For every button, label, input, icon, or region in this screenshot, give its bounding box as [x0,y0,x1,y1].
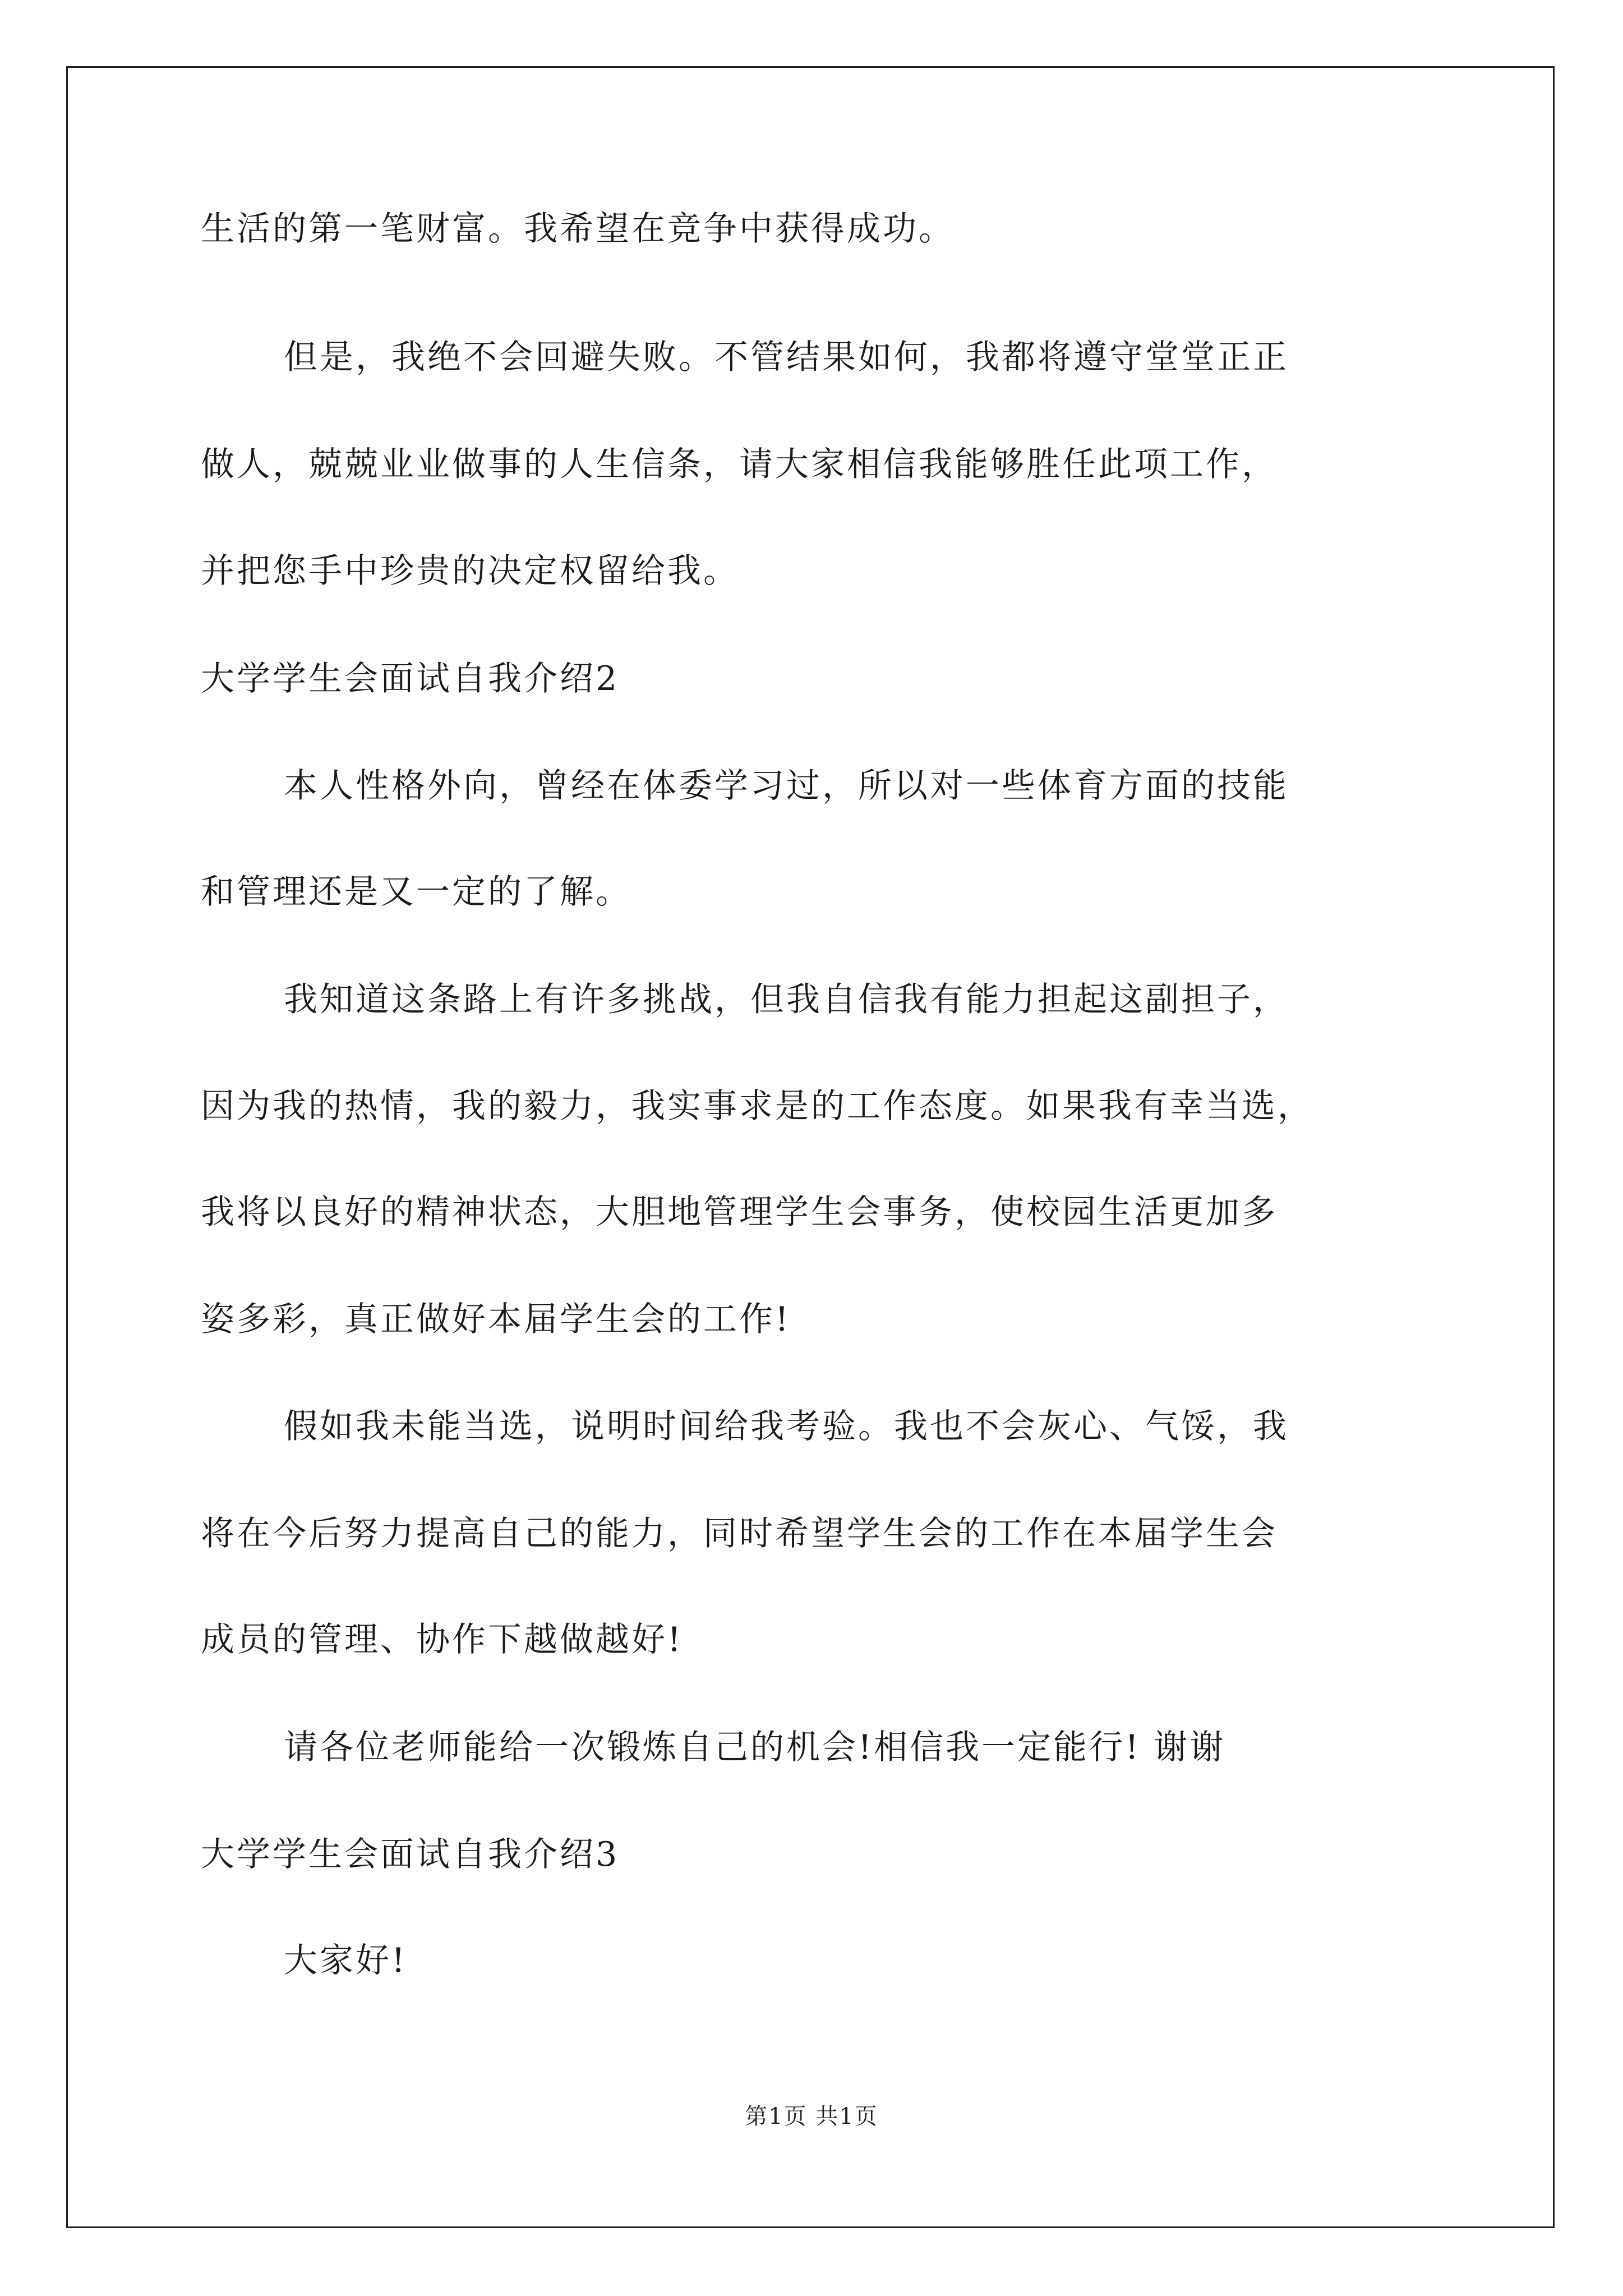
paragraph-line: 大家好! [284,1941,408,1980]
paragraph-line: 将在今后努力提高自己的能力，同时希望学生会的工作在本届学生会 [201,1514,1278,1553]
paragraph-line: 请各位老师能给一次锻炼自己的机会!相信我一定能行! 谢谢 [284,1728,1226,1767]
section-heading: 大学学生会面试自我介绍3 [201,1835,620,1874]
paragraph-line: 但是，我绝不会回避失败。不管结果如何，我都将遵守堂堂正正 [284,338,1289,377]
paragraph-line: 我将以良好的精神状态，大胆地管理学生会事务，使校园生活更加多 [201,1193,1278,1232]
page-number-footer: 第1页 共1页 [745,2104,878,2129]
paragraph-line: 假如我未能当选，说明时间给我考验。我也不会灰心、气馁，我 [284,1407,1289,1446]
paragraph-line: 生活的第一笔财富。我希望在竞争中获得成功。 [201,209,955,249]
section-heading: 大学学生会面试自我介绍2 [201,659,620,698]
paragraph-line: 我知道这条路上有许多挑战，但我自信我有能力担起这副担子， [284,980,1289,1019]
paragraph-line: 和管理还是又一定的了解。 [201,872,631,912]
page-border [66,66,1555,2228]
paragraph-line: 本人性格外向，曾经在体委学习过，所以对一些体育方面的技能 [284,766,1289,806]
paragraph-line: 做人，兢兢业业做事的人生信条，请大家相信我能够胜任此项工作， [201,445,1278,484]
paragraph-line: 姿多彩，真正做好本届学生会的工作! [201,1300,791,1339]
paragraph-line: 成员的管理、协作下越做越好! [201,1620,684,1659]
paragraph-line: 并把您手中珍贵的决定权留给我。 [201,551,739,591]
paragraph-line: 因为我的热情，我的毅力，我实事求是的工作态度。如果我有幸当选， [201,1087,1313,1126]
